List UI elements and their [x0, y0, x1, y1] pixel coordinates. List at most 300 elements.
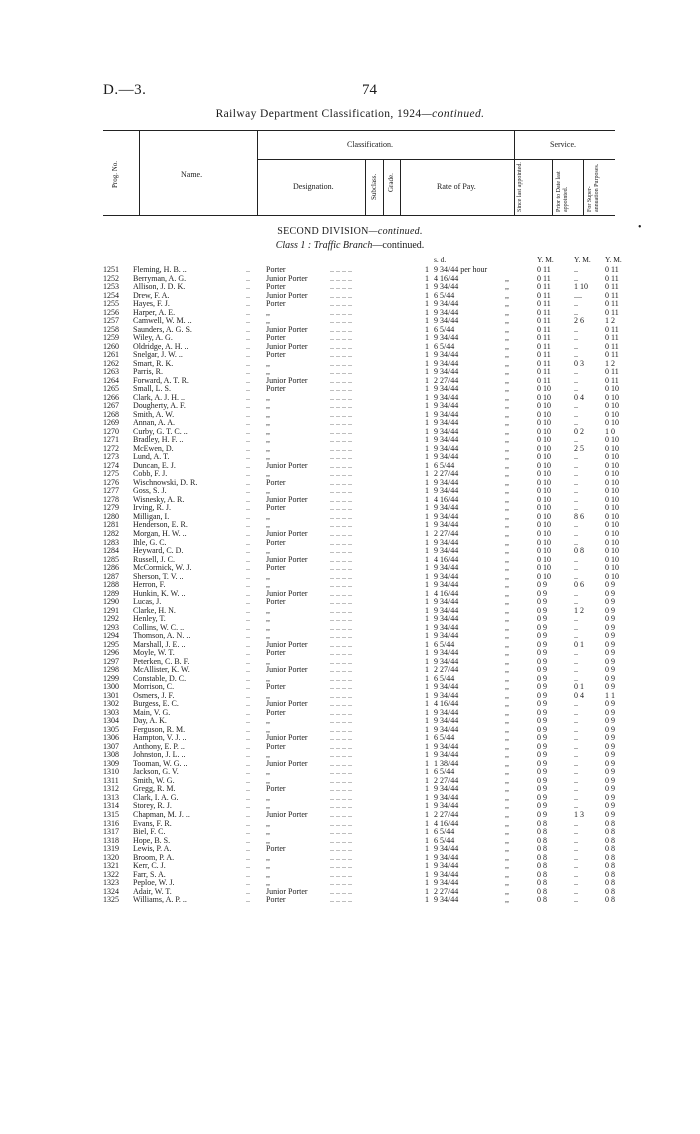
prog-no: 1267 — [103, 401, 119, 411]
rate-of-pay: 9 34/44 — [434, 511, 459, 521]
subclass: 1 — [425, 358, 429, 368]
superannuation-service: 0 9 — [605, 597, 615, 607]
designation: ,, — [266, 614, 270, 624]
leader-dots: .. — [246, 801, 250, 811]
superannuation-service: 0 10 — [605, 469, 619, 479]
since-last-appointed: 0 8 — [537, 852, 547, 862]
designation: Junior Porter — [266, 273, 308, 283]
table-row — [0, 896, 700, 905]
designation: ,, — [266, 605, 270, 615]
rate-of-pay: 9 34/44 — [434, 435, 459, 445]
since-last-appointed: 0 11 — [537, 299, 551, 309]
subclass: 1 — [425, 282, 429, 292]
superannuation-service: 0 9 — [605, 673, 615, 683]
since-last-appointed: 0 10 — [537, 503, 551, 513]
rate-of-pay: 4 16/44 — [434, 699, 459, 709]
since-last-appointed: 0 8 — [537, 844, 547, 854]
running-title-main: Railway Department Classification, 1924 — [215, 108, 422, 120]
superannuation-service: 0 9 — [605, 614, 615, 624]
leader-dots: .. — [246, 886, 250, 896]
designation: ,, — [266, 511, 270, 521]
staff-name: Clark, A. J. H. .. — [133, 392, 185, 402]
division-label: SECOND DIVISION — [277, 226, 369, 237]
since-last-appointed: 0 10 — [537, 460, 551, 470]
staff-name: Burgess, E. C. — [133, 699, 179, 709]
leader-dots: .. — [246, 622, 250, 632]
subclass: 1 — [425, 418, 429, 428]
staff-name: Thomson, A. N. .. — [133, 631, 191, 641]
leader-dots: .. .. .. .. — [330, 775, 352, 785]
staff-name: Adair, W. T. — [133, 886, 172, 896]
rate-ditto: ,, — [505, 631, 509, 641]
rate-ditto: ,, — [505, 443, 509, 453]
superannuation-service: 0 10 — [605, 409, 619, 419]
since-last-appointed: 0 10 — [537, 528, 551, 538]
prog-no: 1322 — [103, 869, 119, 879]
since-last-appointed: 0 9 — [537, 699, 547, 709]
since-last-appointed: 0 9 — [537, 665, 547, 675]
prog-no: 1307 — [103, 741, 119, 751]
designation: ,, — [266, 827, 270, 837]
subclass: 1 — [425, 426, 429, 436]
rate-ditto: ,, — [505, 895, 509, 905]
superannuation-service: 0 10 — [605, 435, 619, 445]
leader-dots: .. — [246, 503, 250, 513]
leader-dots: .. — [246, 639, 250, 649]
prog-no: 1262 — [103, 358, 119, 368]
since-last-appointed: 0 10 — [537, 554, 551, 564]
leader-dots: .. — [246, 401, 250, 411]
staff-name: Morrison, C. — [133, 682, 175, 692]
superannuation-service: 0 9 — [605, 801, 615, 811]
since-last-appointed: 0 10 — [537, 546, 551, 556]
superannuation-service: 0 9 — [605, 810, 615, 819]
superannuation-service: 0 11 — [605, 350, 619, 360]
subclass: 1 — [425, 503, 429, 513]
since-last-appointed: 0 9 — [537, 605, 547, 615]
since-last-appointed: 0 9 — [537, 622, 547, 632]
designation: ,, — [266, 767, 270, 777]
designation: Junior Porter — [266, 588, 308, 598]
rate-of-pay: 6 5/44 — [434, 324, 455, 334]
since-last-appointed: 0 9 — [537, 639, 547, 649]
leader-dots: .. — [246, 418, 250, 428]
since-last-appointed: 0 9 — [537, 656, 547, 666]
since-last-appointed: 0 10 — [537, 563, 551, 573]
prog-no: 1325 — [103, 895, 119, 905]
subclass: 1 — [425, 631, 429, 641]
rate-ditto: ,, — [505, 554, 509, 564]
prior-to-last-appointed: .. — [574, 528, 578, 538]
leader-dots: .. — [246, 844, 250, 854]
rate-ditto: ,, — [505, 792, 509, 802]
leader-dots: .. — [246, 835, 250, 845]
leader-dots: .. .. .. .. — [330, 358, 352, 368]
rate-ditto: ,, — [505, 750, 509, 760]
leader-dots: .. .. .. .. — [330, 435, 352, 445]
since-last-appointed: 0 9 — [537, 801, 547, 811]
subclass: 1 — [425, 673, 429, 683]
subclass: 1 — [425, 682, 429, 692]
rate-ditto: ,, — [505, 852, 509, 862]
designation: ,, — [266, 546, 270, 556]
subclass: 1 — [425, 460, 429, 470]
designation: ,, — [266, 469, 270, 479]
leader-dots: .. — [246, 792, 250, 802]
prog-no: 1287 — [103, 571, 119, 581]
rate-of-pay: 9 34/44 — [434, 401, 459, 411]
leader-dots: .. — [246, 741, 250, 751]
leader-dots: .. — [246, 384, 250, 394]
superannuation-service: 0 9 — [605, 750, 615, 760]
superannuation-service: 0 10 — [605, 477, 619, 487]
prior-to-last-appointed: 0 2 — [574, 426, 584, 436]
designation: ,, — [266, 435, 270, 445]
prog-no: 1297 — [103, 656, 119, 666]
staff-name: Duncan, E. J. — [133, 460, 176, 470]
superannuation-service: 0 9 — [605, 741, 615, 751]
prior-to-last-appointed: .. — [574, 273, 578, 283]
since-last-appointed: 0 9 — [537, 750, 547, 760]
leader-dots: .. .. .. .. — [330, 750, 352, 760]
rate-of-pay: 9 34/44 — [434, 690, 459, 700]
rate-ditto: ,, — [505, 690, 509, 700]
rate-of-pay: 9 34/44 — [434, 333, 459, 343]
designation: Porter — [266, 265, 286, 274]
since-last-appointed: 0 10 — [537, 409, 551, 419]
rate-ditto: ,, — [505, 648, 509, 658]
rate-of-pay: 9 34/44 — [434, 750, 459, 760]
designation: ,, — [266, 622, 270, 632]
subclass: 1 — [425, 511, 429, 521]
leader-dots: .. .. .. .. — [330, 341, 352, 351]
prior-to-last-appointed: .. — [574, 333, 578, 343]
since-last-appointed: 0 9 — [537, 758, 547, 768]
subclass: 1 — [425, 469, 429, 479]
leader-dots: .. .. .. .. — [330, 656, 352, 666]
since-last-appointed: 0 9 — [537, 810, 547, 819]
subclass: 1 — [425, 563, 429, 573]
rate-ditto: ,, — [505, 733, 509, 743]
rate-of-pay: 9 34/44 — [434, 878, 459, 888]
rate-ditto: ,, — [505, 358, 509, 368]
prog-no: 1301 — [103, 690, 119, 700]
leader-dots: .. .. .. .. — [330, 443, 352, 453]
since-last-appointed: 0 9 — [537, 631, 547, 641]
leader-dots: .. .. .. .. — [330, 835, 352, 845]
subclass: 1 — [425, 716, 429, 726]
rate-ditto: ,, — [505, 605, 509, 615]
designation: ,, — [266, 392, 270, 402]
leader-dots: .. — [246, 537, 250, 547]
prog-no: 1257 — [103, 316, 119, 326]
since-last-appointed: 0 10 — [537, 418, 551, 428]
leader-dots: .. .. .. .. — [330, 316, 352, 326]
leader-dots: .. — [246, 733, 250, 743]
prior-to-last-appointed: .. — [574, 307, 578, 317]
subclass: 1 — [425, 588, 429, 598]
rate-of-pay: 4 16/44 — [434, 588, 459, 598]
branch-label: Traffic Branch — [313, 240, 373, 251]
since-last-appointed: 0 8 — [537, 861, 547, 871]
rate-ditto: ,, — [505, 299, 509, 309]
prog-no: 1252 — [103, 273, 119, 283]
rate-of-pay: 2 27/44 — [434, 886, 459, 896]
superannuation-service: 0 11 — [605, 265, 619, 274]
staff-name: Johnston, J. L. .. — [133, 750, 186, 760]
prior-to-last-appointed: .. — [574, 792, 578, 802]
designation: ,, — [266, 316, 270, 326]
subclass: 1 — [425, 869, 429, 879]
rate-ditto: ,, — [505, 282, 509, 292]
superannuation-service: 0 9 — [605, 699, 615, 709]
rate-of-pay: 9 34/44 — [434, 707, 459, 717]
leader-dots: .. .. .. .. — [330, 307, 352, 317]
prior-to-last-appointed: .. — [574, 673, 578, 683]
leader-dots: .. — [246, 818, 250, 828]
rate-ditto: ,, — [505, 333, 509, 343]
rate-ditto: ,, — [505, 878, 509, 888]
prog-no: 1321 — [103, 861, 119, 871]
rate-of-pay: 9 34/44 — [434, 443, 459, 453]
staff-name: Gregg, R. M. — [133, 784, 176, 794]
unit-super: Y. M. — [605, 255, 622, 264]
leader-dots: .. .. .. .. — [330, 648, 352, 658]
since-last-appointed: 0 9 — [537, 588, 547, 598]
prior-to-last-appointed: .. — [574, 418, 578, 428]
leader-dots: .. — [246, 775, 250, 785]
leader-dots: .. — [246, 282, 250, 292]
leader-dots: .. .. .. .. — [330, 290, 352, 300]
rate-of-pay: 2 27/44 — [434, 775, 459, 785]
leader-dots: .. .. .. .. — [330, 282, 352, 292]
superannuation-service: 0 11 — [605, 367, 619, 377]
rate-ditto: ,, — [505, 392, 509, 402]
leader-dots: .. — [246, 614, 250, 624]
prog-no: 1253 — [103, 282, 119, 292]
staff-name: Hampton, V. J. .. — [133, 733, 187, 743]
rate-of-pay: 9 34/44 — [434, 409, 459, 419]
since-last-appointed: 0 10 — [537, 384, 551, 394]
superannuation-service: 0 10 — [605, 443, 619, 453]
subclass: 1 — [425, 316, 429, 326]
subclass: 1 — [425, 333, 429, 343]
prog-no: 1261 — [103, 350, 119, 360]
rate-of-pay: 9 34/44 — [434, 895, 459, 905]
leader-dots: .. .. .. .. — [330, 409, 352, 419]
superannuation-service: 0 9 — [605, 758, 615, 768]
leader-dots: .. — [246, 375, 250, 385]
prior-to-last-appointed: .. — [574, 741, 578, 751]
designation: Porter — [266, 707, 286, 717]
staff-name: Goss, S. J. — [133, 486, 167, 496]
leader-dots: .. .. .. .. — [330, 682, 352, 692]
superannuation-service: 0 11 — [605, 290, 619, 300]
superannuation-service: 0 11 — [605, 324, 619, 334]
subclass: 1 — [425, 801, 429, 811]
designation: Porter — [266, 597, 286, 607]
prog-no: 1302 — [103, 699, 119, 709]
subclass: 1 — [425, 605, 429, 615]
leader-dots: .. .. .. .. — [330, 707, 352, 717]
leader-dots: .. .. .. .. — [330, 801, 352, 811]
leader-dots: .. — [246, 358, 250, 368]
subclass: 1 — [425, 614, 429, 624]
rate-of-pay: 9 34/44 — [434, 520, 459, 530]
designation: ,, — [266, 861, 270, 871]
rate-ditto: ,, — [505, 622, 509, 632]
prog-no: 1324 — [103, 886, 119, 896]
subclass: 1 — [425, 324, 429, 334]
leader-dots: .. — [246, 665, 250, 675]
prog-no: 1318 — [103, 835, 119, 845]
designation: Junior Porter — [266, 528, 308, 538]
designation: ,, — [266, 852, 270, 862]
designation: Junior Porter — [266, 733, 308, 743]
subclass: 1 — [425, 895, 429, 905]
rate-of-pay: 9 34/44 — [434, 563, 459, 573]
superannuation-service: 0 11 — [605, 273, 619, 283]
rate-of-pay: 6 5/44 — [434, 827, 455, 837]
superannuation-service: 0 9 — [605, 792, 615, 802]
prog-no: 1285 — [103, 554, 119, 564]
designation: ,, — [266, 631, 270, 641]
header-subclass: Subclass. — [370, 173, 378, 200]
leader-dots: .. .. .. .. — [330, 273, 352, 283]
staff-name: McAllister, K. W. — [133, 665, 190, 675]
designation: Junior Porter — [266, 460, 308, 470]
leader-dots: .. — [246, 827, 250, 837]
rate-of-pay: 9 34/44 — [434, 367, 459, 377]
subclass: 1 — [425, 639, 429, 649]
staff-name: Henley, T. — [133, 614, 166, 624]
subclass: 1 — [425, 537, 429, 547]
staff-name: Kerr, C. J. — [133, 861, 166, 871]
designation: Porter — [266, 384, 286, 394]
rate-of-pay: 6 5/44 — [434, 639, 455, 649]
designation: Porter — [266, 648, 286, 658]
subclass: 1 — [425, 741, 429, 751]
prior-to-last-appointed: .. — [574, 648, 578, 658]
superannuation-service: 0 10 — [605, 392, 619, 402]
rate-ditto: ,, — [505, 401, 509, 411]
rate-ditto: ,, — [505, 316, 509, 326]
prog-no: 1300 — [103, 682, 119, 692]
rate-ditto: ,, — [505, 528, 509, 538]
since-last-appointed: 0 8 — [537, 835, 547, 845]
branch-continued: —continued. — [372, 240, 425, 251]
superannuation-service: 0 10 — [605, 520, 619, 530]
staff-name: Moyle, W. T. — [133, 648, 175, 658]
rate-ditto: ,, — [505, 341, 509, 351]
leader-dots: .. — [246, 392, 250, 402]
staff-name: Dougherty, A. F. — [133, 401, 186, 411]
prog-no: 1274 — [103, 460, 119, 470]
rate-of-pay: 9 34/44 — [434, 546, 459, 556]
header-grade: Grade. — [387, 173, 395, 192]
since-last-appointed: 0 10 — [537, 401, 551, 411]
rate-of-pay: 9 34/44 — [434, 384, 459, 394]
rate-of-pay: 9 34/44 — [434, 716, 459, 726]
rate-ditto: ,, — [505, 477, 509, 487]
subclass: 1 — [425, 724, 429, 734]
leader-dots: .. — [246, 299, 250, 309]
designation: ,, — [266, 775, 270, 785]
staff-name: Sherson, T. V. .. — [133, 571, 184, 581]
rate-ditto: ,, — [505, 810, 509, 819]
subclass: 1 — [425, 384, 429, 394]
superannuation-service: 0 10 — [605, 563, 619, 573]
prog-no: 1288 — [103, 580, 119, 590]
rate-ditto: ,, — [505, 307, 509, 317]
rate-ditto: ,, — [505, 784, 509, 794]
prog-no: 1320 — [103, 852, 119, 862]
prog-no: 1277 — [103, 486, 119, 496]
since-last-appointed: 0 11 — [537, 290, 551, 300]
prog-no: 1275 — [103, 469, 119, 479]
superannuation-service: 0 11 — [605, 375, 619, 385]
prog-no: 1268 — [103, 409, 119, 419]
designation: ,, — [266, 792, 270, 802]
prior-to-last-appointed: .. — [574, 435, 578, 445]
leader-dots: .. .. .. .. — [330, 818, 352, 828]
prog-no: 1269 — [103, 418, 119, 428]
leader-dots: .. .. .. .. — [330, 878, 352, 888]
subclass: 1 — [425, 827, 429, 837]
subclass: 1 — [425, 656, 429, 666]
rate-of-pay: 9 34/44 — [434, 307, 459, 317]
leader-dots: .. — [246, 341, 250, 351]
leader-dots: .. .. .. .. — [330, 767, 352, 777]
leader-dots: .. .. .. .. — [330, 265, 352, 274]
staff-name: Harper, A. E. — [133, 307, 176, 317]
staff-name: Anthony, E. P. .. — [133, 741, 185, 751]
since-last-appointed: 0 11 — [537, 282, 551, 292]
staff-name: Peploe, W. J. — [133, 878, 175, 888]
leader-dots: .. .. .. .. — [330, 520, 352, 530]
rate-of-pay: 9 34/44 — [434, 852, 459, 862]
subclass: 1 — [425, 886, 429, 896]
prior-to-last-appointed: .. — [574, 367, 578, 377]
superannuation-service: 0 9 — [605, 656, 615, 666]
rate-ditto: ,, — [505, 494, 509, 504]
leader-dots: .. .. .. .. — [330, 741, 352, 751]
rate-of-pay: 9 34/44 — [434, 597, 459, 607]
leader-dots: .. .. .. .. — [330, 588, 352, 598]
subclass: 1 — [425, 690, 429, 700]
since-last-appointed: 0 8 — [537, 869, 547, 879]
leader-dots: .. — [246, 333, 250, 343]
rate-ditto: ,, — [505, 818, 509, 828]
designation: ,, — [266, 486, 270, 496]
leader-dots: .. — [246, 494, 250, 504]
staff-name: Osmers, J. F. — [133, 690, 175, 700]
prior-to-last-appointed: .. — [574, 869, 578, 879]
leader-dots: .. — [246, 707, 250, 717]
designation: ,, — [266, 401, 270, 411]
rate-ditto: ,, — [505, 273, 509, 283]
prior-to-last-appointed: 8 6 — [574, 511, 584, 521]
superannuation-service: 0 9 — [605, 631, 615, 641]
leader-dots: .. .. .. .. — [330, 477, 352, 487]
superannuation-service: 0 8 — [605, 852, 615, 862]
prog-no: 1281 — [103, 520, 119, 530]
subclass: 1 — [425, 852, 429, 862]
rate-of-pay: 9 34/44 — [434, 631, 459, 641]
staff-name: McCormick, W. J. — [133, 563, 192, 573]
since-last-appointed: 0 10 — [537, 486, 551, 496]
leader-dots: .. .. .. .. — [330, 401, 352, 411]
